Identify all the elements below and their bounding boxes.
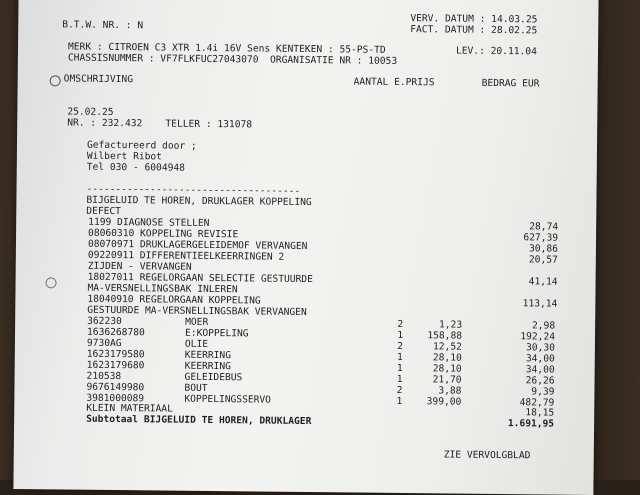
invoice-paper [13,0,598,495]
part-amount: 30,30 [525,342,555,354]
vehicle-info: MERK : CITROEN C3 XTR 1.4i 16V Sens KENTEKEN : 55-PS-TD [67,41,386,56]
labour-line-desc: 08060310 KOPPELING REVISIE [88,227,239,241]
subtotal-label: Subtotaal BIJGELUID TE HOREN, DRUKLAGER [86,413,312,428]
part-code: 3981000089 [86,392,145,405]
labour-line-amount: 20,57 [528,254,558,266]
col-omschrijving: OMSCHRIJVING [63,73,134,86]
part-qty: 1 [396,351,403,364]
labour-line-desc: 08070971 DRUKLAGERGELEIDEMOF VERVANGEN [87,238,308,253]
col-bedrag: BEDRAG EUR [481,77,540,90]
part-amount: 26,26 [525,375,555,387]
separator-line: ------------------------------------- [86,183,301,197]
part-amount: 9,39 [531,386,555,398]
part-amount: 2,98 [531,320,556,332]
part-desc: E:KOPPELING [184,327,249,340]
klein-materiaal-amount: 18,15 [525,407,555,419]
labour-line-desc: 18040910 REGELORGAAN KOPPELING [87,293,261,307]
part-code: 210538 [86,370,122,383]
part-amount: 192,24 [520,331,556,343]
labour-line-amount [478,265,558,266]
labour-line-amount: 113,14 [522,298,558,310]
section-title-cont: DEFECT [86,205,122,218]
labour-line-desc: ZIJDEN - VERVANGEN [87,260,192,273]
part-price: 3,88 [438,385,462,397]
part-code: 1623179580 [86,348,145,361]
part-qty: 1 [396,373,403,386]
part-code: 1623179680 [86,359,145,372]
col-aantal-prijs: AANTAL E.PRIJS [353,76,435,89]
labour-line-desc: 18027011 REGELORGAAN SELECTIE GESTUURDE [87,271,313,286]
part-price: 28,10 [432,363,462,375]
invoiced-by-name: Wilbert Ribot [86,150,163,163]
labour-line-amount [478,287,558,288]
part-code: 362230 [87,315,122,328]
labour-line-desc: 09220911 DIFFERENTIEELKEERRINGEN 2 [87,249,285,263]
labour-line-desc: GESTUURDE MA-VERSNELLINGSBAK VERVANGEN [87,304,307,319]
invoiced-by: Gefactureerd door ; [86,139,197,152]
part-price: 158,88 [427,330,463,342]
part-desc: GELEIDEBUS [184,371,243,384]
labour-line-amount: 28,74 [529,221,559,233]
part-code: 9730AG [86,337,122,350]
part-code: 1636268780 [86,326,145,339]
labour-line-amount: 41,14 [528,276,558,288]
part-qty: 1 [396,395,403,408]
chassis-info: CHASSISNUMMER : VF7FLKFUC27043070 ORGANISATIE NR : 10053 [67,52,398,67]
invoice-nr-teller: NR. : 232.432 TELLER : 131078 [67,117,253,131]
part-desc: BOUT [184,382,208,394]
labour-line-desc: 1199 DIAGNOSE STELLEN [88,216,210,229]
part-code: 9676149980 [86,381,145,394]
fact-datum: FACT. DATUM : 28.02.25 [410,24,538,37]
part-amount: 34,00 [525,353,555,365]
part-price: 1,23 [438,319,463,331]
part-desc: KEERRING [184,349,232,362]
part-price: 12,52 [432,341,462,353]
verv-datum: VERV. DATUM : 14.03.25 [410,13,538,26]
delivery-date: LEV.: 20.11.04 [455,45,537,58]
part-desc: MOER [185,316,209,328]
part-qty: 2 [397,318,404,331]
labour-line-desc: MA-VERSNELLINGSBAK INLEREN [87,282,238,296]
labour-line-amount: 30,86 [528,243,558,255]
part-amount: 34,00 [525,364,555,376]
binder-hole-icon [46,277,57,288]
part-desc: KOPPELINGSSERVO [184,393,272,406]
klein-materiaal-label: KLEIN MATERIAAL [86,402,173,415]
part-price: 21,70 [432,374,462,386]
labour-line-amount: 627,39 [523,232,559,244]
part-qty: 1 [396,362,403,375]
part-qty: 2 [397,340,403,353]
part-desc: OLIE [184,338,209,350]
next-page-note: ZIE VERVOLGBLAD [443,449,531,462]
labour-line-amount [477,309,557,310]
binder-hole-icon [50,75,61,86]
part-price: 399,00 [426,396,462,408]
invoiced-by-tel: Tel 030 - 6004948 [86,161,186,174]
invoice-date: 25.02.25 [67,106,114,118]
part-qty: 1 [397,329,404,342]
part-qty: 2 [396,384,403,397]
section-title: BIJGELUID TE HOREN, DRUKLAGER KOPPELING [86,194,312,209]
part-amount: 482,79 [519,397,555,409]
subtotal-amount: 1.691,95 [507,418,555,430]
btw-number: B.T.W. NR. : N [62,19,144,32]
part-price: 28,10 [432,352,462,364]
part-desc: KEERRING [184,360,231,373]
